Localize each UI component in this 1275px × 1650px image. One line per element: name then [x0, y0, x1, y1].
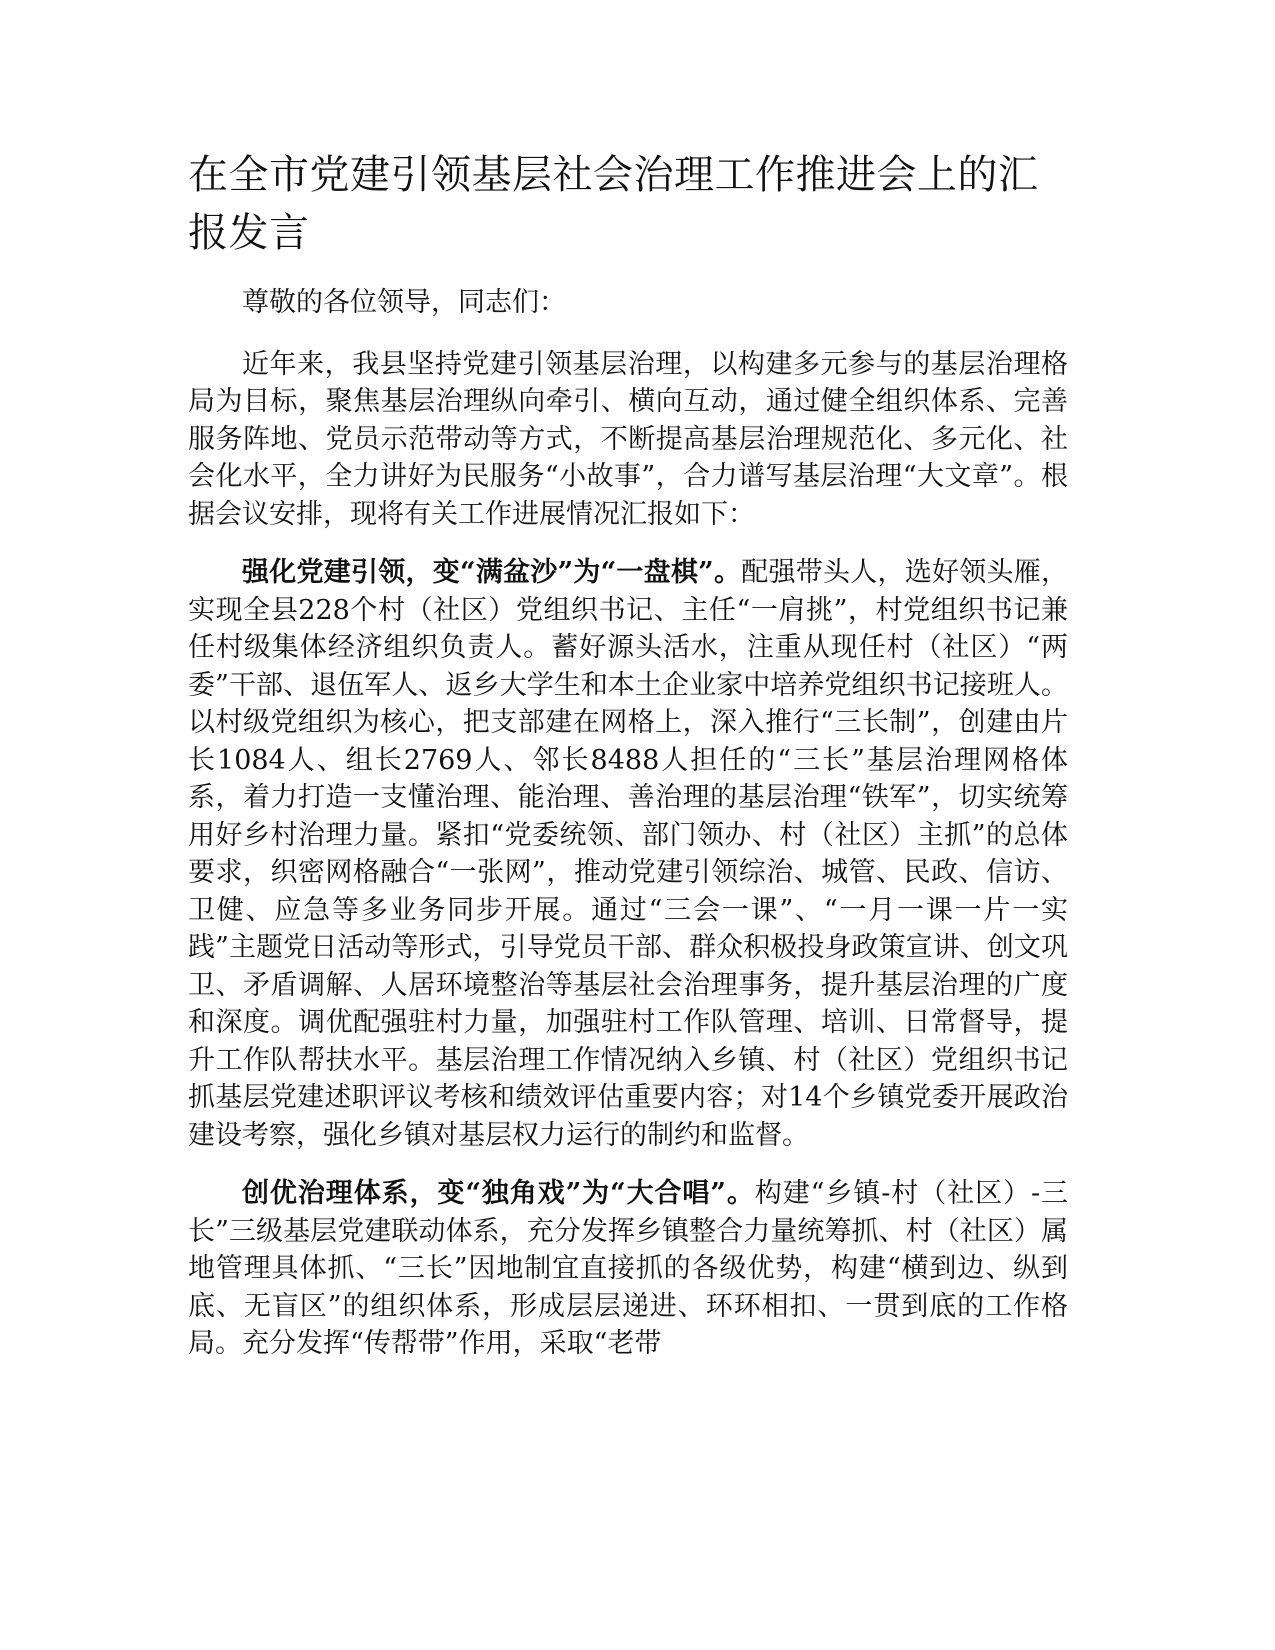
section-2-lead: 创优治理体系，变“独角戏”为“大合唱”。 [242, 1178, 755, 1209]
greeting-paragraph: 尊敬的各位领导，同志们： [242, 287, 566, 318]
section-1-body: 配强带头人，选好领头雁，实现全县228个村（社区）党组织书记、主任“一肩挑”，村党组织书记兼任村级集体经济组织负责人。蓄好源头活水，注重从现任村（社区）“两委”干部、退伍军人、返乡大学生和本土企业家中培养党组织书记接班人。以村级党组织为核心，把支部建在网格上，深入推行“三长制”，创建由片长1084人、组长2769人、邻长8488人担任的“三长”基层治理网格体系，着力打造一支懂治理、能治理、善治理的基层治理“铁军”，切实统筹用好乡村治理力量。紧扣“党委统领、部门领办、村（社区）主抓”的总体要求，织密网格融合“一张网”，推动党建引领综治、城管、民政、信访、卫健、应急等多业务同步开展。通过“三会一课”、“一月一课一片一实践”主题党日活动等形式，引导党员干部、群众积极投身政策宣讲、创文巩卫、矛盾调解、人居环境整治等基层社会治理事务，提升基层治理的广度和深度。调优配强驻村力量，加强驻村工作队管理、培训、日常督导，提升工作队帮扶水平。基层治理工作情况纳入乡镇、村（社区）党组织书记抓基层党建述职评议考核和绩效评估重要内容；对14个乡镇党委开展政治建设考察，强化乡镇对基层权力运行的制约和监督。 [188, 557, 1068, 1151]
intro-paragraph: 近年来，我县坚持党建引领基层治理，以构建多元参与的基层治理格局为目标，聚焦基层治理纵向牵引、横向互动，通过健全组织体系、完善服务阵地、党员示范带动等方式，不断提高基层治理规范化、多元化、社会化水平，全力讲好为民服务“小故事”，合力谱写基层治理“大文章”。根据会议安排，现将有关工作进展情况汇报如下： [188, 348, 1068, 530]
document-title: 在全市党建引领基层社会治理工作推进会上的汇报发言 [188, 152, 1039, 256]
section-paragraph-1 [188, 554, 1068, 1154]
document-page [188, 146, 1068, 1384]
section-2-body: 构建“乡镇-村（社区）-三长”三级基层党建联动体系，充分发挥乡镇整合力量统筹抓、村（社区）属地管理具体抓、“三长”因地制宜直接抓的各级优势，构建“横到边、纵到底、无盲区”的组织体系，形成层层递进、环环相扣、一贯到底的工作格局。充分发挥“传帮带”作用，采取“老带 [188, 1178, 1068, 1359]
section-1-lead: 强化党建引领，变“满盆沙”为“一盘棋”。 [242, 557, 742, 588]
section-paragraph-2 [188, 1175, 1068, 1363]
